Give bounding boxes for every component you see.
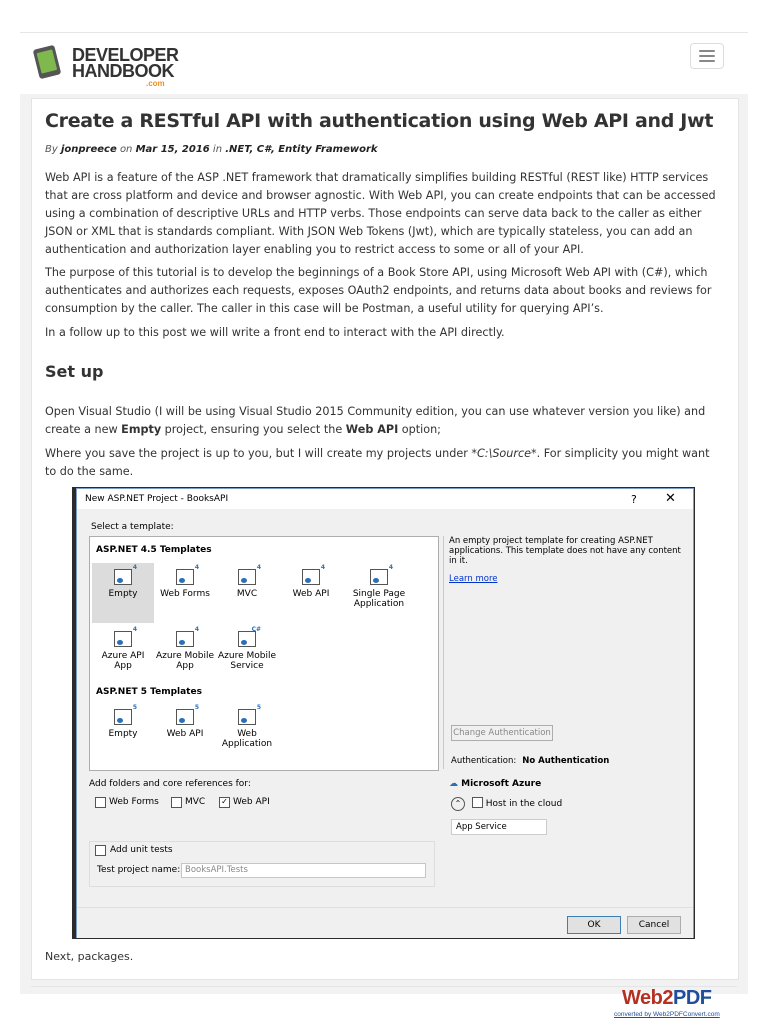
webforms-label: Web Forms — [109, 797, 159, 807]
tablet-icon — [32, 45, 66, 81]
azure-section: ☁ Microsoft Azure — [449, 779, 542, 789]
project-icon: 5 — [238, 709, 256, 725]
project-icon: 4 — [176, 631, 194, 647]
template-list — [89, 536, 439, 771]
learn-more-link[interactable]: Learn more — [449, 574, 498, 584]
unit-tests-checkbox[interactable] — [95, 845, 106, 856]
project-icon: 4 — [176, 569, 194, 585]
ok-button[interactable]: OK — [567, 916, 621, 934]
template-empty-5[interactable]: 5 Empty — [108, 704, 138, 739]
webforms-checkbox[interactable] — [95, 797, 106, 808]
logo-text: DEVELOPER HANDBOOK — [72, 45, 179, 81]
close-icon[interactable]: ✕ — [665, 491, 676, 506]
select-template-label: Select a template: — [91, 522, 174, 532]
webapi-label: Web API — [233, 797, 270, 807]
paragraph-setup: Open Visual Studio (I will be using Visual Studio 2015 Community edition, you can use whatever version you like) and create a new Empty project, ensuring you select the Web API option; — [45, 405, 706, 436]
cloud-icon: ☁ — [449, 779, 458, 789]
add-folders-label: Add folders and core references for: — [89, 779, 251, 789]
template-azure-mobile-app[interactable]: 4 Azure Mobile App — [155, 626, 214, 671]
dialog-footer — [77, 907, 693, 938]
unit-tests-label: Add unit tests — [110, 845, 173, 855]
template-spa-45[interactable]: 4 Single Page Application — [352, 564, 406, 609]
change-authentication-button[interactable]: Change Authentication — [451, 725, 553, 741]
new-project-dialog — [76, 488, 694, 938]
mvc-label: MVC — [185, 797, 206, 807]
template-description: An empty project template for creating ASP.NET applications. This template does not have any content in it. Learn more — [449, 536, 683, 584]
site-header — [20, 32, 748, 95]
host-in-cloud-row: ⌃ Host in the cloud — [451, 795, 562, 811]
web2pdf-logo: Web2PDF — [622, 987, 712, 1009]
hamburger-menu-button[interactable] — [690, 43, 724, 69]
article-title: Create a RESTful API with authentication using Web API and Jwt — [45, 110, 714, 132]
webapi-checkbox[interactable]: ✓ — [219, 797, 230, 808]
help-icon[interactable]: ? — [631, 493, 637, 506]
template-webapp-5[interactable]: 5 Web Application — [221, 704, 273, 749]
template-empty-45[interactable]: 4 Empty — [92, 563, 154, 623]
project-icon: 4 — [370, 569, 388, 585]
project-icon: C# — [238, 631, 256, 647]
site-logo[interactable] — [32, 45, 182, 88]
project-icon: 5 — [176, 709, 194, 725]
mvc-checkbox[interactable] — [171, 797, 182, 808]
host-cloud-checkbox[interactable] — [472, 797, 483, 808]
project-icon: 4 — [114, 631, 132, 647]
paragraph-purpose: The purpose of this tutorial is to develop the beginnings of a Book Store API, using Microsoft Web API with (C#), which authenticates and authorizes each requests, exposes OAuth2 endpoints, and returns data about books and reviews for consumption by the caller. The caller in this case will be Postman, a useful utility for querying API’s. — [45, 266, 712, 315]
project-icon: 4 — [238, 569, 256, 585]
app-service-select[interactable]: App Service — [451, 819, 547, 835]
paragraph-followup: In a follow up to this post we will write a front end to interact with the API directly. — [45, 326, 505, 339]
collapse-icon[interactable]: ⌃ — [451, 797, 465, 811]
paragraph-intro: Web API is a feature of the ASP .NET framework that dramatically simplifies building RESTful (REST like) HTTP services that are cross platform and device and browser agnostic. With Web API, you can create endpoints that can be accessed using a combination of descriptive URLs and HTTP verbs. Those endpoints can serve data back to the caller as either JSON or XML that is standards compliant. With JSON Web Tokens (Jwt), which are typically stateless, you can add an authentication and authorization layer enabling you to restrict access to some or all of your API. — [45, 171, 716, 256]
test-project-input[interactable]: BooksAPI.Tests — [181, 863, 426, 878]
cancel-button[interactable]: Cancel — [627, 916, 681, 934]
post-date: Mar 15, 2016 — [135, 144, 210, 155]
authentication-status: Authentication: No Authentication — [451, 756, 610, 766]
template-webforms-45[interactable]: 4 Web Forms — [160, 564, 210, 599]
dialog-title: New ASP.NET Project - BooksAPI — [85, 494, 229, 504]
template-webapi-5[interactable]: 5 Web API — [166, 704, 204, 739]
template-azure-api-app[interactable]: 4 Azure API App — [101, 626, 145, 671]
project-icon: 5 — [114, 709, 132, 725]
template-webapi-45[interactable]: 4 Web API — [292, 564, 330, 599]
article-byline: By jonpreece on Mar 15, 2016 in .NET, C#, Entity Framework — [45, 144, 378, 155]
group-aspnet5: ASP.NET 5 Templates — [96, 687, 202, 697]
author-link[interactable]: jonpreece — [60, 144, 117, 155]
project-icon: 4 — [114, 569, 132, 585]
project-icon: 4 — [302, 569, 320, 585]
category-links[interactable]: .NET, C#, Entity Framework — [225, 144, 378, 155]
test-project-label: Test project name: — [97, 865, 181, 875]
paragraph-next: Next, packages. — [45, 950, 134, 963]
template-azure-mobile-service[interactable]: C# Azure Mobile Service — [217, 626, 276, 671]
web2pdf-link[interactable]: converted by Web2PDFConvert.com — [614, 1011, 720, 1018]
template-mvc-45[interactable]: 4 MVC — [236, 564, 261, 599]
group-aspnet45: ASP.NET 4.5 Templates — [96, 545, 212, 555]
section-heading-setup: Set up — [45, 362, 104, 381]
logo-suffix: .com — [146, 79, 165, 88]
web2pdf-badge[interactable] — [614, 987, 728, 1022]
paragraph-location: Where you save the project is up to you, but I will create my projects under *C:\Source*. For simplicity you might want to do the same. — [45, 447, 710, 478]
dialog-titlebar — [77, 489, 693, 509]
